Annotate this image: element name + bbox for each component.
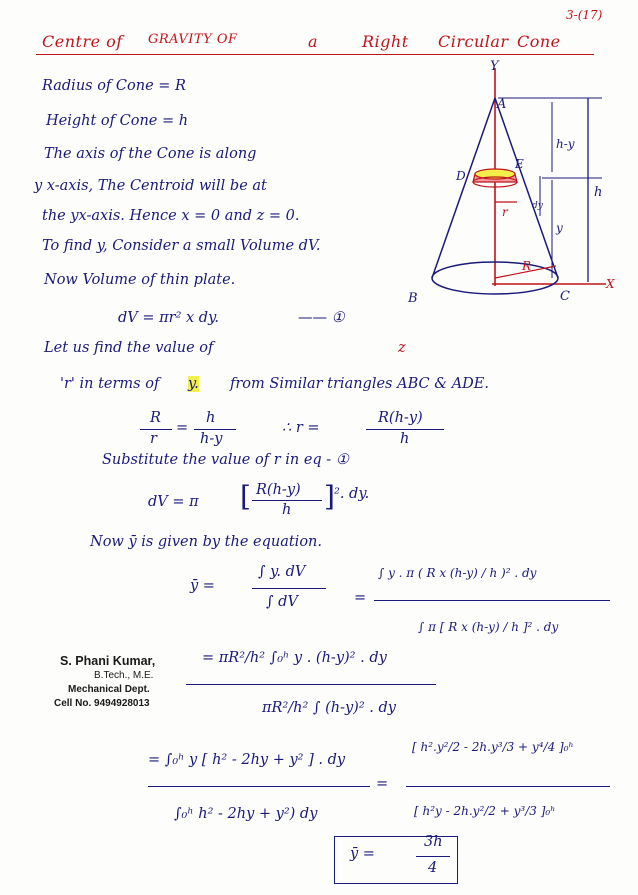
line-r-in-terms: 'r' in terms of: [60, 376, 160, 392]
label-D: D: [456, 169, 466, 183]
ratio-res-bar: [366, 429, 444, 430]
label-B: B: [408, 291, 418, 306]
result-num: 3h: [424, 834, 443, 850]
eq5-equals: =: [376, 776, 389, 792]
line-substitute: Substitute the value of r in eq - ①: [102, 452, 349, 468]
eq3-lhs: ȳ =: [190, 578, 215, 594]
line-similar-triangles: from Similar triangles ABC & ADE.: [230, 376, 490, 392]
eq3-num: ∫ y. dV: [258, 564, 306, 580]
ratio-therefore: ∴ r =: [282, 420, 320, 436]
eq2-tail: ². dy.: [334, 486, 370, 502]
eq-label-1: —— ①: [298, 310, 345, 326]
eq3-equals: =: [354, 590, 367, 606]
cone-left-edge: [432, 98, 495, 278]
label-E: E: [515, 157, 524, 171]
label-C: C: [560, 289, 570, 304]
eq5-bar: [148, 786, 370, 787]
title-part-6: Cone: [517, 32, 561, 51]
line-radius: Radius of Cone = R: [42, 78, 186, 94]
line-let-us-z: z: [398, 340, 406, 356]
title-part-4: Right: [362, 32, 409, 51]
label-y: y: [556, 221, 563, 235]
ratio-lhs-num: R: [150, 410, 161, 426]
eq3-rbar: [374, 600, 610, 601]
line-hence: the yx-axis. Hence x = 0 and z = 0.: [42, 208, 300, 224]
eq4-den: πR²/h² ∫ (h-y)² . dy: [262, 700, 396, 716]
eq4-bar: [186, 684, 436, 685]
page-number: 3-(17): [566, 8, 603, 22]
ratio-res-num: R(h-y): [378, 410, 423, 426]
ratio-lhs-den: r: [150, 431, 157, 447]
label-R: R: [522, 259, 532, 273]
result-box: [334, 836, 458, 884]
line-r-in-terms-y: y.: [188, 376, 199, 392]
line-now-ybar: Now ȳ is given by the equation.: [90, 534, 322, 550]
eq2-lhs: dV = π: [148, 494, 199, 510]
title-part-3: a: [308, 32, 319, 51]
eq2-bracket-close: ]: [324, 480, 335, 513]
result-den: 4: [428, 860, 438, 876]
result-lhs: ȳ =: [350, 846, 375, 862]
line-consider: To find y, Consider a small Volume dV.: [42, 238, 321, 254]
cone-right-edge: [495, 98, 558, 278]
line-height: Height of Cone = h: [46, 113, 189, 129]
label-dy: dy: [532, 201, 543, 211]
label-A: A: [497, 97, 507, 112]
eq3-bar: [252, 588, 326, 589]
label-r: r: [502, 205, 508, 219]
eq5-den: ∫₀ʰ h² - 2hy + y²) dy: [174, 806, 318, 822]
eq-dv: dV = πr² x dy.: [118, 310, 219, 326]
eq5-num: = ∫₀ʰ y [ h² - 2hy + y² ] . dy: [148, 752, 346, 768]
eq2-den: h: [282, 502, 292, 518]
eq3-rden: ∫ π [ R x (h-y) / h ]² . dy: [418, 620, 559, 634]
title-part-5: Circular: [438, 32, 509, 51]
eq3-den: ∫ dV: [266, 594, 298, 610]
title-part-1: Centre of: [42, 32, 123, 51]
ratio-equals: =: [176, 420, 189, 436]
ratio-rhs-bar: [194, 429, 236, 430]
ratio-rhs-den: h-y: [200, 431, 223, 447]
label-h-minus-y: h-y: [556, 137, 575, 151]
author-dept: Mechanical Dept.: [68, 684, 150, 695]
line-let-us: Let us find the value of: [44, 340, 214, 356]
author-degree: B.Tech., M.E.: [94, 670, 154, 681]
ratio-rhs-num: h: [206, 410, 216, 426]
line-axis: The axis of the Cone is along: [44, 146, 257, 162]
cone-diagram: [392, 56, 632, 306]
eq2-num: R(h-y): [256, 482, 301, 498]
eq2-bar: [252, 500, 322, 501]
eq5-rbar: [406, 786, 610, 787]
line-centroid: y x-axis, The Centroid will be at: [34, 178, 267, 194]
eq3-rnum: ∫ y . π ( R x (h-y) / h )² . dy: [378, 566, 537, 580]
label-Y: Y: [490, 59, 499, 74]
ratio-res-den: h: [400, 431, 410, 447]
ratio-lhs-bar: [140, 429, 172, 430]
author-name: S. Phani Kumar,: [60, 654, 156, 668]
eq2-bracket-open: [: [240, 480, 251, 513]
eq5-rnum: [ h².y²/2 - 2h.y³/3 + y⁴/4 ]₀ʰ: [412, 740, 574, 754]
title-part-2: GRAVITY OF: [148, 32, 238, 47]
label-h: h: [594, 185, 603, 200]
eq4-num: = πR²/h² ∫₀ʰ y . (h-y)² . dy: [202, 650, 387, 666]
line-volume-plate: Now Volume of thin plate.: [44, 272, 236, 288]
title-underline: [36, 54, 594, 55]
eq5-rden: [ h²y - 2h.y²/2 + y³/3 ]₀ʰ: [414, 804, 556, 818]
author-cell: Cell No. 9494928013: [54, 698, 150, 709]
label-X: X: [606, 277, 615, 291]
